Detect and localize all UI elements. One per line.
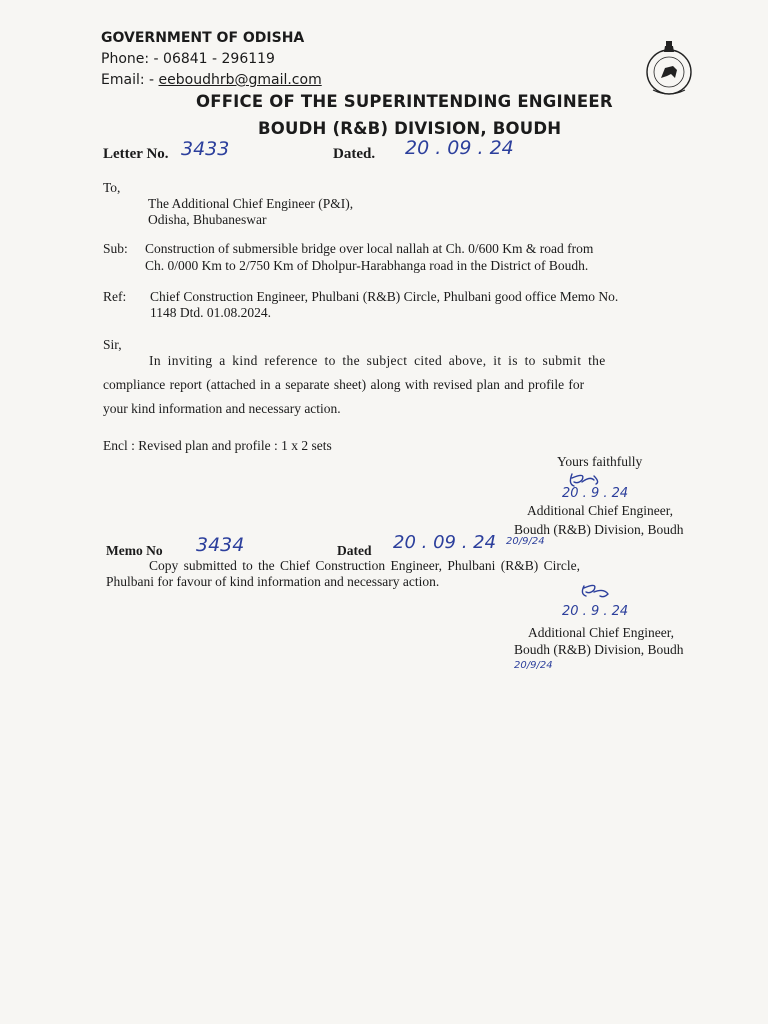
reference-line2: 1148 Dtd. 01.08.2024. — [150, 305, 271, 320]
designation-1-line1: Additional Chief Engineer, — [527, 503, 674, 518]
body-line1: In inviting a kind reference to the subject cited above, it is to submit the — [149, 353, 606, 368]
designation-1-line2: Boudh (R&B) Division, Boudh — [514, 522, 684, 537]
subject-line2: Ch. 0/000 Km to 2/750 Km of Dholpur-Harabhanga road in the District of Boudh. — [145, 258, 589, 273]
memo-dated-label: Dated — [337, 543, 372, 558]
to-label: To, — [103, 180, 121, 195]
government-title: GOVERNMENT OF ODISHA — [101, 30, 305, 46]
addressee-line1: The Additional Chief Engineer (P&I), — [148, 196, 354, 211]
office-title: OFFICE OF THE SUPERINTENDING ENGINEER — [196, 92, 613, 111]
initial-1-date: 20/9/24 — [506, 536, 545, 547]
memo-no-label: Memo No — [106, 543, 163, 558]
subject-line1: Construction of submersible bridge over local nallah at Ch. 0/600 Km & road from — [145, 241, 594, 256]
salutation: Sir, — [103, 337, 122, 352]
signature-1-date: 20 . 9 . 24 — [562, 486, 629, 501]
addressee-line2: Odisha, Bhubaneswar — [148, 212, 267, 227]
phone-line: Phone: - 06841 - 296119 — [101, 51, 275, 67]
letter-no-label: Letter No. — [103, 146, 169, 162]
memo-dated-value: 20 . 09 . 24 — [393, 532, 497, 553]
body-line2: compliance report (attached in a separate sheet) along with revised plan and profile for — [103, 377, 585, 392]
odisha-state-emblem-icon — [643, 40, 695, 100]
letter-no-value: 3433 — [181, 138, 230, 160]
signature-2-date: 20 . 9 . 24 — [562, 604, 629, 619]
designation-2-line2: Boudh (R&B) Division, Boudh — [514, 642, 684, 657]
letter-dated-label: Dated. — [333, 146, 376, 162]
email-line — [101, 72, 322, 88]
email-label: Email: - — [101, 72, 159, 88]
division-title: BOUDH (R&B) DIVISION, BOUDH — [258, 119, 562, 138]
reference-label: Ref: — [103, 289, 127, 304]
memo-line1: Copy submitted to the Chief Construction Engineer, Phulbani (R&B) Circle, — [149, 558, 581, 573]
closing: Yours faithfully — [557, 454, 643, 469]
letter-dated-value: 20 . 09 . 24 — [405, 137, 514, 159]
memo-line2: Phulbani for favour of kind information and necessary action. — [106, 574, 440, 589]
designation-2-line1: Additional Chief Engineer, — [528, 625, 675, 640]
initial-2-date: 20/9/24 — [514, 660, 553, 671]
subject-label: Sub: — [103, 241, 128, 256]
reference-line1: Chief Construction Engineer, Phulbani (R&B) Circle, Phulbani good office Memo No. — [150, 289, 619, 304]
enclosure: Encl : Revised plan and profile : 1 x 2 sets — [103, 438, 332, 453]
memo-no-value: 3434 — [196, 534, 245, 556]
email-address: eeboudhrb@gmail.com — [158, 72, 322, 88]
body-line3: your kind information and necessary action. — [103, 401, 341, 416]
